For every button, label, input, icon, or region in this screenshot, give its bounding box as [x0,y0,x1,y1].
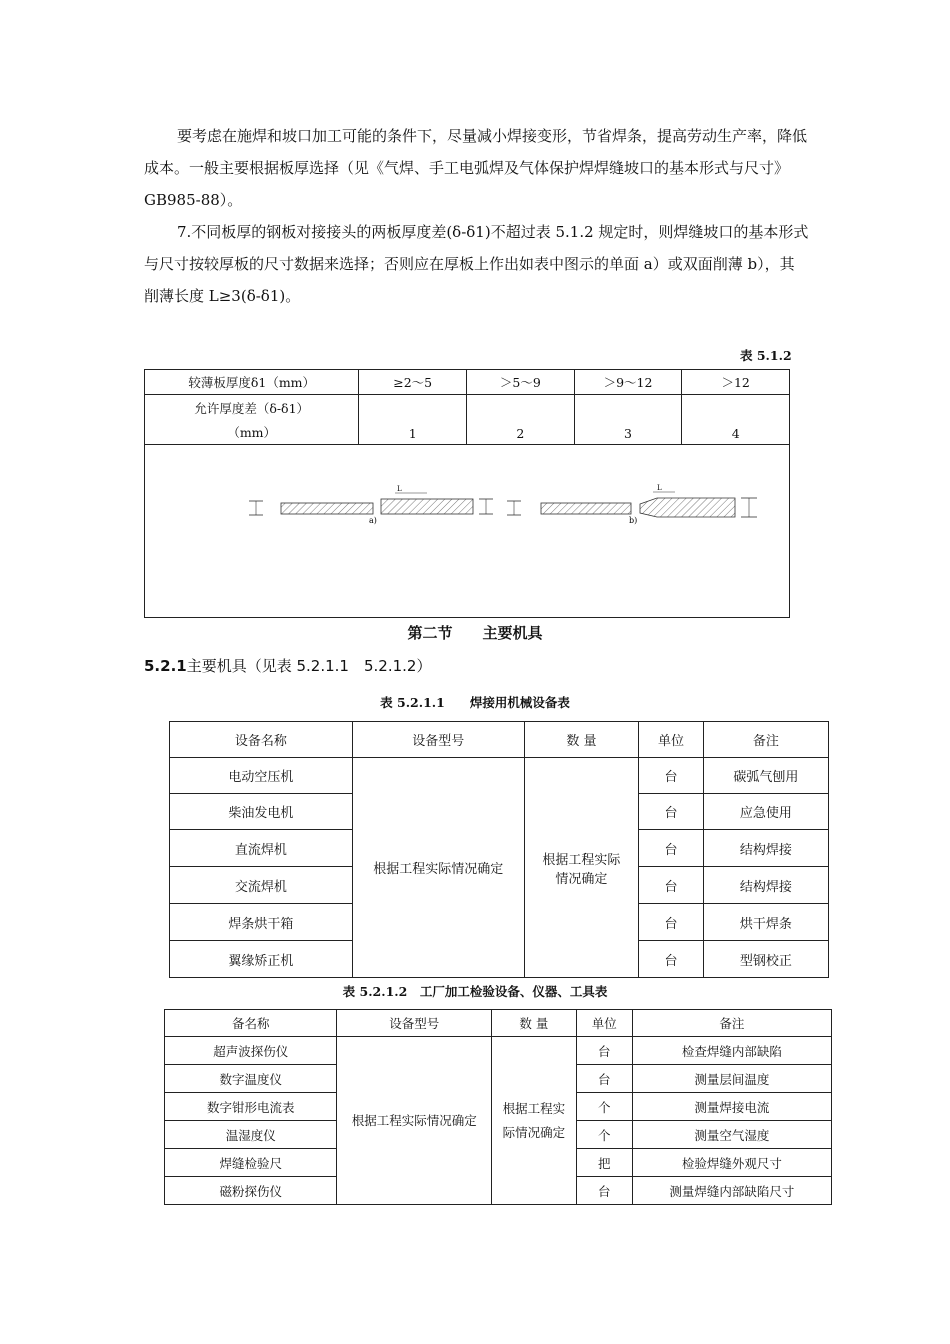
header-cell: ＞5～9 [467,370,575,395]
equipment-name: 磁粉探伤仪 [165,1177,337,1205]
paragraph-1: 要考虑在施焊和坡口加工可能的条件下，尽量减小焊接变形，节省焊条，提高劳动生产率，降低成本。一般主要根据板厚选择（见《气焊、手工电弧焊及气体保护焊焊缝坡口的基本形式与尺寸》GB985-88）。 [144,127,808,209]
equipment-name: 翼缘矫正机 [170,941,353,978]
length-label-a: L [397,485,402,493]
table-5211-caption: 表 5.2.1.1 焊接用机械设备表 [380,695,570,710]
note-cell: 结构焊接 [703,830,828,867]
table-row [145,370,790,395]
row-label-line2: （mm） [227,424,277,440]
note-cell: 检验焊缝外观尺寸 [632,1149,831,1177]
intro-text [144,120,809,312]
table-row [170,758,829,794]
header-cell: 备注 [703,722,828,758]
figure-cell [145,445,790,618]
equipment-name: 数字钳形电流表 [165,1093,337,1121]
header-cell: 单位 [576,1010,632,1037]
note-cell: 烘干焊条 [703,904,828,941]
subsection-text: 主要机具（见表 5.2.1.1 5.2.1.2） [186,657,432,675]
header-cell: 设备名称 [170,722,353,758]
equipment-name: 柴油发电机 [170,794,353,830]
header-cell: 设备型号 [337,1010,492,1037]
unit-cell: 台 [576,1037,632,1065]
paragraph-2: 7.不同板厚的钢板对接接头的两板厚度差(δ-δ1)不超过表 5.1.2 规定时，则焊缝坡口的基本形式与尺寸按较厚板的尺寸数据来选择；否则应在厚板上作出如表中图示的单面 a）或双面削薄 b），其削薄长度 L≥3(δ-δ1)。 [144,223,809,305]
length-label-b: L [657,484,662,492]
table-5211 [169,721,829,978]
unit-cell: 台 [639,904,704,941]
label-a: a) [369,516,377,525]
equipment-name: 数字温度仪 [165,1065,337,1093]
note-cell: 应急使用 [703,794,828,830]
equipment-name: 交流焊机 [170,867,353,904]
header-cell: ＞9～12 [574,370,682,395]
model-cell: 根据工程实际情况确定 [337,1037,492,1205]
note-cell: 测量焊接电流 [632,1093,831,1121]
diagram-b [507,484,757,525]
row-label [145,395,359,445]
equipment-name: 超声波探伤仪 [165,1037,337,1065]
equipment-name: 温湿度仪 [165,1121,337,1149]
unit-cell: 个 [576,1121,632,1149]
model-cell: 根据工程实际情况确定 [352,758,524,978]
header-cell: ＞12 [682,370,790,395]
header-cell: 较薄板厚度δ1（mm） [145,370,359,395]
table-5212 [164,1009,832,1205]
unit-cell: 台 [576,1065,632,1093]
table-512-caption: 表 5.1.2 [740,348,792,363]
note-cell: 结构焊接 [703,867,828,904]
subsection-heading [144,655,431,676]
diagram-a [249,485,493,525]
table-row [145,395,790,445]
table-cell: 1 [359,395,467,445]
unit-cell: 台 [639,830,704,867]
equipment-name: 直流焊机 [170,830,353,867]
note-cell: 测量层间温度 [632,1065,831,1093]
note-cell: 测量焊缝内部缺陷尺寸 [632,1177,831,1205]
table-header-row [165,1010,832,1037]
unit-cell: 台 [576,1177,632,1205]
equipment-name: 焊缝检验尺 [165,1149,337,1177]
table-cell: 2 [467,395,575,445]
unit-cell: 台 [639,758,704,794]
label-b: b) [629,516,638,525]
table-row [145,445,790,618]
header-cell: 数 量 [491,1010,576,1037]
table-5212-caption: 表 5.2.1.2 工厂加工检验设备、仪器、工具表 [342,984,608,999]
table-cell: 4 [682,395,790,445]
unit-cell: 台 [639,867,704,904]
quantity-cell: 根据工程实际情况确定 [524,758,638,978]
equipment-name: 电动空压机 [170,758,353,794]
table-512 [144,369,790,618]
unit-cell: 台 [639,794,704,830]
header-cell: 备名称 [165,1010,337,1037]
table-row [165,1037,832,1065]
note-cell: 检查焊缝内部缺陷 [632,1037,831,1065]
unit-cell: 把 [576,1149,632,1177]
section-title: 第二节 主要机具 [407,624,543,642]
header-cell: 备注 [632,1010,831,1037]
table-cell: 3 [574,395,682,445]
unit-cell: 个 [576,1093,632,1121]
header-cell: ≥2～5 [359,370,467,395]
table-header-row [170,722,829,758]
row-label-line1: 允许厚度差（δ-δ1） [194,400,310,416]
header-cell: 设备型号 [352,722,524,758]
header-cell: 单位 [639,722,704,758]
note-cell: 碳弧气刨用 [703,758,828,794]
note-cell: 型钢校正 [703,941,828,978]
equipment-name: 焊条烘干箱 [170,904,353,941]
unit-cell: 台 [639,941,704,978]
note-cell: 测量空气湿度 [632,1121,831,1149]
quantity-cell: 根据工程实际情况确定 [491,1037,576,1205]
thinning-diagram [145,445,789,617]
header-cell: 数 量 [524,722,638,758]
subsection-number: 5.2.1 [144,657,187,675]
